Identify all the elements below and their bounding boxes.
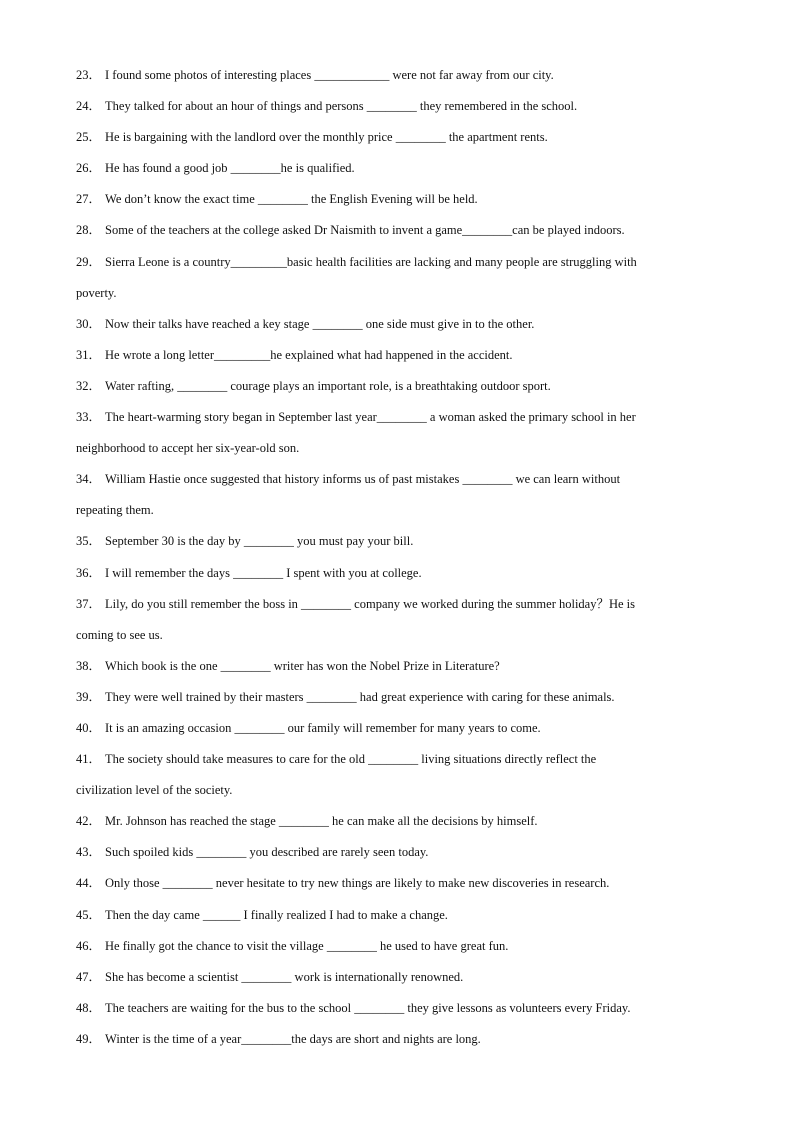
exercise-page <box>76 60 706 1055</box>
question-text: He wrote a long letter_________he explained what had happened in the accident. <box>105 347 513 362</box>
question-number: 34． <box>76 472 102 487</box>
question-text: She has become a scientist ________ work is internationally renowned. <box>105 969 464 984</box>
question-line <box>76 962 706 993</box>
question-number: 47． <box>76 969 102 984</box>
question-text: Water rafting, ________ courage plays an important role, is a breathtaking outdoor sport. <box>105 378 551 393</box>
question-text: I found some photos of interesting places ____________ were not far away from our city. <box>105 68 554 82</box>
question-text: Only those ________ never hesitate to try new things are likely to make new discoveries in research. <box>105 876 610 891</box>
question-text: Then the day came ______ I finally realized I had to make a change. <box>105 907 448 922</box>
question-line <box>76 464 706 495</box>
question-number: 38． <box>76 658 102 673</box>
question-text: Lily, do you still remember the boss in ________ company we worked during the summer holiday？He is <box>105 596 636 611</box>
question-number: 25． <box>76 130 102 145</box>
question-number: 41． <box>76 752 102 767</box>
question-text: William Hastie once suggested that history informs us of past mistakes ________ we can learn without <box>105 472 621 487</box>
question-number: 27． <box>76 192 102 207</box>
question-number: 23． <box>76 68 102 82</box>
question-text: repeating them. <box>76 503 154 518</box>
question-line <box>76 526 706 557</box>
question-number: 49． <box>76 1031 102 1046</box>
question-text: He finally got the chance to visit the village ________ he used to have great fun. <box>105 938 509 953</box>
question-line <box>76 91 706 122</box>
question-line <box>76 682 706 713</box>
question-number: 35． <box>76 534 102 549</box>
question-text: Such spoiled kids ________ you described are rarely seen today. <box>105 845 429 860</box>
question-text: The heart-warming story began in September last year________ a woman asked the primary school in her <box>105 410 636 425</box>
question-line <box>76 837 706 868</box>
question-number: 39． <box>76 689 102 704</box>
question-text: September 30 is the day by ________ you must pay your bill. <box>105 534 414 549</box>
question-number: 33． <box>76 410 102 425</box>
question-text: The teachers are waiting for the bus to the school ________ they give lessons as volunteers every Friday. <box>105 1000 631 1015</box>
question-text: They were well trained by their masters ________ had great experience with caring for these animals. <box>105 689 615 704</box>
question-number: 30． <box>76 316 102 331</box>
question-continuation-line <box>76 620 706 651</box>
question-line <box>76 247 706 278</box>
question-number: 46． <box>76 938 102 953</box>
question-line <box>76 993 706 1024</box>
question-line <box>76 868 706 899</box>
question-text: Winter is the time of a year________the days are short and nights are long. <box>105 1031 481 1046</box>
question-text: He has found a good job ________he is qualified. <box>105 161 355 176</box>
question-number: 24． <box>76 99 102 114</box>
question-text: We don’t know the exact time ________ the English Evening will be held. <box>105 192 478 207</box>
question-continuation-line <box>76 495 706 526</box>
question-line <box>76 900 706 931</box>
question-text: neighborhood to accept her six-year-old son. <box>76 441 300 456</box>
question-continuation-line <box>76 775 706 806</box>
question-number: 29． <box>76 254 102 269</box>
question-number: 48． <box>76 1000 102 1015</box>
question-continuation-line <box>76 433 706 464</box>
question-line <box>76 558 706 589</box>
question-continuation-line <box>76 278 706 309</box>
question-number: 32． <box>76 378 102 393</box>
question-number: 37． <box>76 596 102 611</box>
question-text: Which book is the one ________ writer has won the Nobel Prize in Literature? <box>105 658 500 673</box>
question-line <box>76 931 706 962</box>
question-line <box>76 60 706 91</box>
question-text: poverty. <box>76 285 117 300</box>
question-line <box>76 184 706 215</box>
question-text: coming to see us. <box>76 627 163 642</box>
question-text: Some of the teachers at the college asked Dr Naismith to invent a game________can be played indoors. <box>105 223 625 238</box>
question-line <box>76 1024 706 1055</box>
question-number: 44． <box>76 876 102 891</box>
question-number: 28． <box>76 223 102 238</box>
question-number: 40． <box>76 720 102 735</box>
question-line <box>76 309 706 340</box>
question-number: 42． <box>76 814 102 829</box>
question-text: They talked for about an hour of things and persons ________ they remembered in the school. <box>105 99 578 114</box>
question-text: civilization level of the society. <box>76 783 233 798</box>
question-number: 45． <box>76 907 102 922</box>
question-text: Sierra Leone is a country_________basic health facilities are lacking and many people are struggling with <box>105 254 637 269</box>
question-text: I will remember the days ________ I spent with you at college. <box>105 565 422 580</box>
question-line <box>76 651 706 682</box>
question-text: He is bargaining with the landlord over the monthly price ________ the apartment rents. <box>105 130 548 145</box>
question-line <box>76 713 706 744</box>
question-line <box>76 215 706 246</box>
question-text: The society should take measures to care for the old ________ living situations directly reflect the <box>105 752 597 767</box>
question-text: Mr. Johnson has reached the stage ________ he can make all the decisions by himself. <box>105 814 538 829</box>
question-line <box>76 589 706 620</box>
question-line <box>76 371 706 402</box>
question-line <box>76 744 706 775</box>
question-text: Now their talks have reached a key stage ________ one side must give in to the other. <box>105 316 535 331</box>
question-line <box>76 340 706 371</box>
question-line <box>76 153 706 184</box>
question-text: It is an amazing occasion ________ our family will remember for many years to come. <box>105 720 541 735</box>
question-number: 31． <box>76 347 102 362</box>
question-number: 43． <box>76 845 102 860</box>
question-number: 26． <box>76 161 102 176</box>
question-line <box>76 402 706 433</box>
question-number: 36． <box>76 565 102 580</box>
question-line <box>76 122 706 153</box>
question-line <box>76 806 706 837</box>
